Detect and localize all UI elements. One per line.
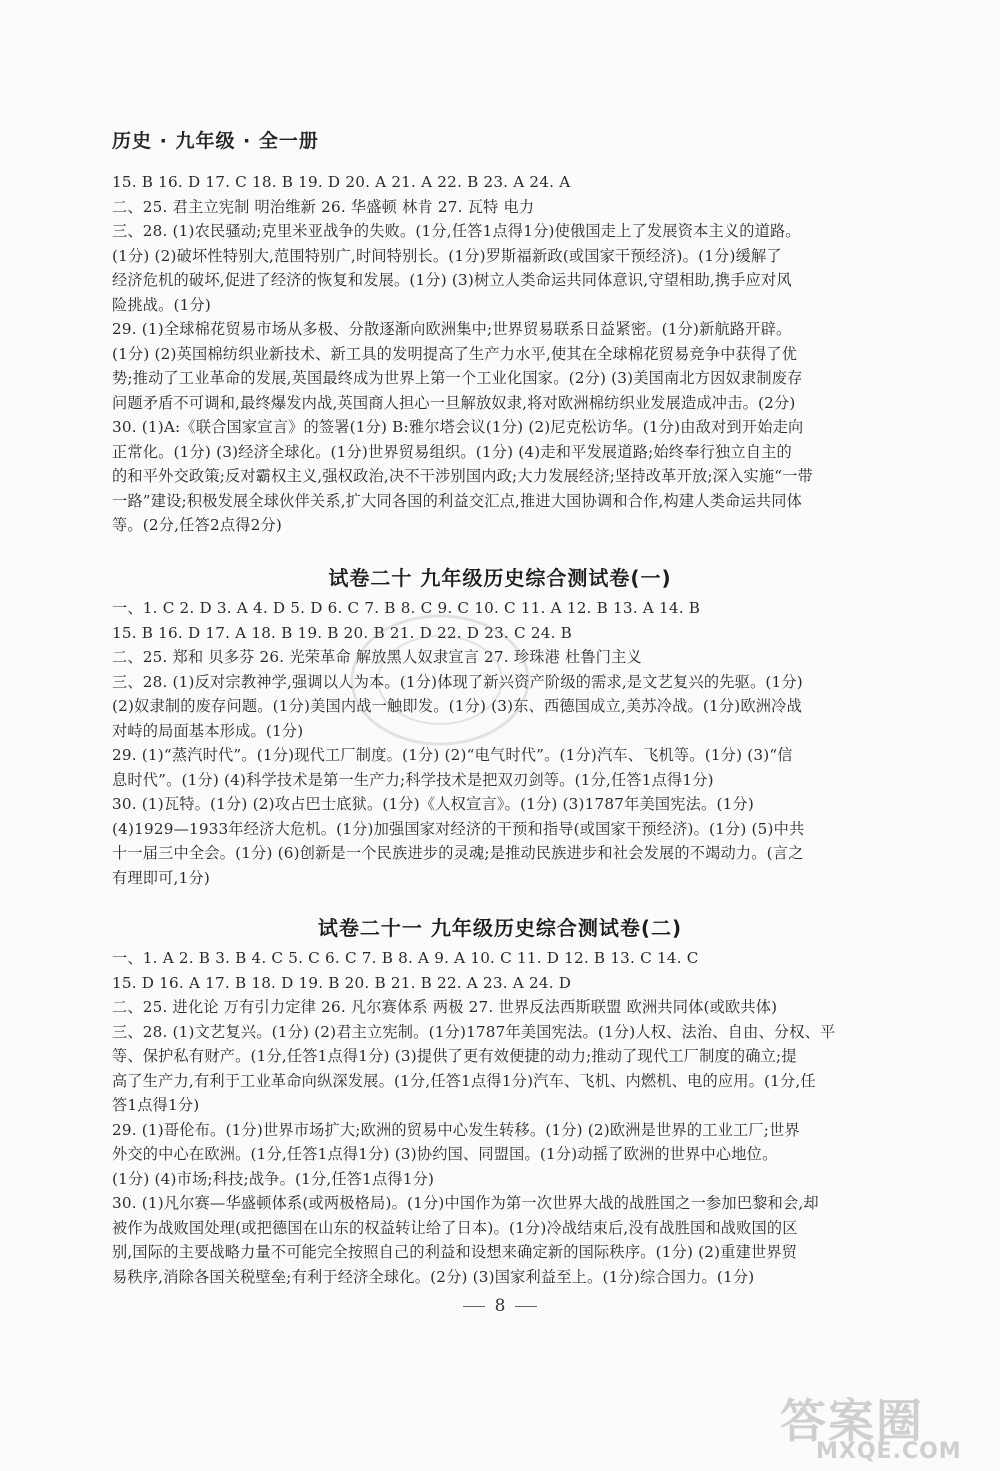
answer-line: 对峙的局面基本形成。(1分) (112, 721, 304, 740)
section-title-test-20: 试卷二十 九年级历史综合测试卷(一) (328, 566, 672, 590)
answer-line: 易秩序,消除各国关税壁垒;有利于经济全球化。(2分) (3)国家利益至上。(1分)综合国力。(1分) (112, 1267, 755, 1286)
answer-line: 一路”建设;积极发展全球伙伴关系,扩大同各国的利益交汇点,推进大国协调和合作,构建人类命运共同体 (112, 491, 803, 510)
answer-line: 等、保护私有财产。(1分,任答1点得1分) (3)提供了更有效便捷的动力;推动了现代工厂制度的确立;提 (112, 1047, 797, 1065)
answer-line: (1分) (2)英国棉纺织业新技术、新工具的发明提高了生产力水平,使其在全球棉花贸易竞争中获得了优 (112, 344, 798, 363)
answer-line: 三、28. (1)反对宗教神学,强调以人为本。(1分)体现了新兴资产阶级的需求,是文艺复兴的先驱。(1分) (112, 672, 803, 691)
answer-line: (1分) (4)市场;科技;战争。(1分,任答1点得1分) (112, 1169, 435, 1188)
answer-line: 经济危机的破坏,促进了经济的恢复和发展。(1分) (3)树立人类命运共同体意识,守望相助,携手应对风 (112, 271, 792, 289)
answer-line: 等。(2分,任答2点得2分) (112, 516, 282, 534)
answer-line: 30. (1)瓦特。(1分) (2)攻占巴士底狱。(1分)《人权宣言》。(1分) (3)1787年美国宪法。(1分) (112, 795, 754, 813)
answer-line: 答1点得1分) (112, 1096, 200, 1114)
watermark-main-text: 答案圈 (780, 1394, 924, 1448)
answer-line: 29. (1)哥伦布。(1分)世界市场扩大;欧洲的贸易中心发生转移。(1分) (2)欧洲是世界的工业工厂;世界 (112, 1120, 800, 1139)
answer-line: 15. B 16. D 17. C 18. B 19. D 20. A 21. A 22. B 23. A 24. A (112, 173, 571, 191)
answer-line: 二、25. 郑和 贝多芬 26. 光荣革命 解放黑人奴隶宣言 27. 珍珠港 杜鲁门主义 (112, 648, 642, 666)
answer-line: 一、1. A 2. B 3. B 4. C 5. C 6. C 7. B 8. A 9. A 10. C 11. D 12. B 13. C 14. C (112, 949, 699, 967)
answers-continued-block (112, 170, 888, 538)
answer-line: 29. (1)“蒸汽时代”。(1分)现代工厂制度。(1分) (2)“电气时代”。(1分)汽车、飞机等。(1分) (3)“信 (112, 746, 793, 764)
answer-line: 正常化。(1分) (3)经济全球化。(1分)世界贸易组织。(1分) (4)走和平发展道路;始终奉行独立自主的 (112, 442, 792, 461)
watermark-url-text: MXQE.COM (816, 1439, 962, 1464)
test-21-answers (112, 946, 888, 1289)
answer-line: (4)1929—1933年经济大危机。(1分)加强国家对经济的干预和指导(或国家干预经济)。(1分) (5)中共 (112, 819, 805, 838)
answer-line: 29. (1)全球棉花贸易市场从多极、分散逐渐向欧洲集中;世界贸易联系日益紧密。(1分)新航路开辟。 (112, 320, 792, 338)
watermark-stamp-icon (345, 605, 535, 755)
answer-line: 别,国际的主要战略力量不可能完全按照自己的利益和设想来确定新的国际秩序。(1分) (2)重建世界贸 (112, 1243, 798, 1261)
answer-line: 十一届三中全会。(1分) (6)创新是一个民族进步的灵魂;是推动民族进步和社会发展的不竭动力。(言之 (112, 844, 804, 862)
answer-line: 15. B 16. D 17. A 18. B 19. B 20. B 21. D 22. D 23. C 24. B (112, 623, 572, 642)
page-number (112, 1296, 888, 1316)
answer-line: (1分) (2)破坏性特别大,范围特别广,时间特别长。(1分)罗斯福新政(或国家干预经济)。(1分)缓解了 (112, 246, 782, 265)
answer-line: 三、28. (1)农民骚动;克里米亚战争的失败。(1分,任答1点得1分)使俄国走上了发展资本主义的道路。 (112, 222, 801, 240)
answer-line: 高了生产力,有利于工业革命向纵深发展。(1分,任答1点得1分)汽车、飞机、内燃机、电的应用。(1分,任 (112, 1071, 816, 1090)
answer-line: 一、1. C 2. D 3. A 4. D 5. D 6. C 7. B 8. C 9. C 10. C 11. A 12. B 13. A 14. B (112, 599, 701, 617)
answer-line: 二、25. 进化论 万有引力定律 26. 凡尔赛体系 两极 27. 世界反法西斯联盟 欧洲共同体(或欧共体) (112, 998, 778, 1016)
page-number-value: 8 (494, 1296, 506, 1316)
answer-line: 15. D 16. A 17. B 18. D 19. B 20. B 21. B 22. A 23. A 24. D (112, 973, 572, 992)
answer-line: 二、25. 君主立宪制 明治维新 26. 华盛顿 林肯 27. 瓦特 电力 (112, 197, 535, 216)
answer-line: 险挑战。(1分) (112, 295, 212, 314)
section-title-test-21: 试卷二十一 九年级历史综合测试卷(二) (317, 916, 683, 940)
page-header: 历史 · 九年级 · 全一册 (112, 130, 319, 152)
answer-line: 势;推动了工业革命的发展,英国最终成为世界上第一个工业化国家。(2分) (3)美国南北方因奴隶制废存 (112, 369, 803, 387)
answer-line: 息时代”。(1分) (4)科学技术是第一生产力;科学技术是把双刃剑等。(1分,任答1点得1分) (112, 770, 714, 789)
watermark-logo (780, 1385, 990, 1465)
answer-line: 30. (1)凡尔赛—华盛顿体系(或两极格局)。(1分)中国作为第一次世界大战的战胜国之一参加巴黎和会,却 (112, 1194, 819, 1212)
answer-line: 问题矛盾不可调和,最终爆发内战,英国商人担心一旦解放奴隶,将对欧洲棉纺织业发展造成冲击。(2分) (112, 393, 796, 412)
answer-line: 外交的中心在欧洲。(1分,任答1点得1分) (3)协约国、同盟国。(1分)动摇了欧洲的世界中心地位。 (112, 1145, 778, 1163)
answer-line: 被作为战败国处理(或把德国在山东的权益转让给了日本)。(1分)冷战结束后,没有战胜国和战败国的区 (112, 1218, 798, 1237)
answer-line: (2)奴隶制的废存问题。(1分)美国内战一触即发。(1分) (3)东、西德国成立,美苏冷战。(1分)欧洲冷战 (112, 697, 802, 715)
answer-line: 30. (1)A:《联合国家宣言》的签署(1分) B:雅尔塔会议(1分) (2)尼克松访华。(1分)由敌对到开始走向 (112, 418, 804, 436)
answer-line: 的和平外交政策;反对霸权主义,强权政治,决不干涉别国内政;大力发展经济;坚持改革开放;深入实施“一带 (112, 467, 813, 485)
answer-line: 三、28. (1)文艺复兴。(1分) (2)君主立宪制。(1分)1787年美国宪法。(1分)人权、法治、自由、分权、平 (112, 1022, 836, 1041)
answer-line: 有理即可,1分) (112, 868, 210, 887)
